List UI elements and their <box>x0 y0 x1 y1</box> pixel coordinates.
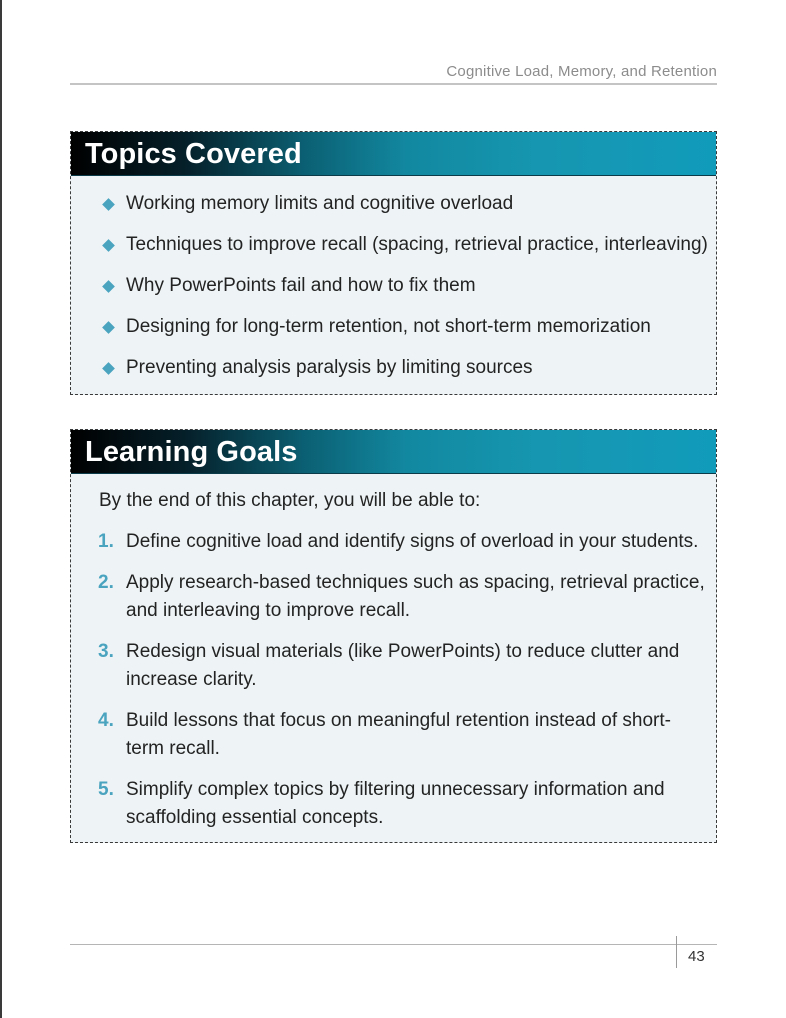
list-item <box>71 191 716 232</box>
goal-text: Apply research-based techniques such as spacing, retrieval practice, and interleaving to improve recall. <box>126 572 705 621</box>
list-item <box>71 314 716 355</box>
topic-text: Preventing analysis paralysis by limiting sources <box>126 357 533 378</box>
running-header: Cognitive Load, Memory, and Retention <box>70 64 717 85</box>
list-item <box>71 776 716 832</box>
goal-number: 3. <box>98 641 114 662</box>
topic-text: Working memory limits and cognitive overload <box>126 193 514 214</box>
topic-text: Designing for long-term retention, not short-term memorization <box>126 316 651 337</box>
goal-text: Simplify complex topics by filtering unnecessary information and scaffolding essential concepts. <box>126 779 665 828</box>
topics-list <box>71 176 716 396</box>
goal-text: Define cognitive load and identify signs of overload in your students. <box>126 531 699 552</box>
list-item <box>71 569 716 625</box>
footer-rule <box>70 944 717 945</box>
topics-covered-title: Topics Covered <box>71 132 716 176</box>
diamond-bullet-icon <box>102 198 115 211</box>
learning-goals-title: Learning Goals <box>71 430 716 474</box>
diamond-bullet-icon <box>102 280 115 293</box>
goal-number: 2. <box>98 572 114 593</box>
goal-number: 4. <box>98 710 114 731</box>
topics-covered-box <box>70 131 717 395</box>
list-item <box>71 355 716 396</box>
goal-number: 5. <box>98 779 114 800</box>
footer-divider <box>676 936 677 968</box>
topic-text: Techniques to improve recall (spacing, retrieval practice, interleaving) <box>126 234 708 255</box>
learning-goals-box <box>70 429 717 843</box>
list-item <box>71 273 716 314</box>
list-item <box>71 232 716 273</box>
diamond-bullet-icon <box>102 239 115 252</box>
diamond-bullet-icon <box>102 321 115 334</box>
goal-number: 1. <box>98 531 114 552</box>
page-edge-rule <box>0 0 2 1018</box>
learning-goals-intro: By the end of this chapter, you will be able to: <box>99 490 481 511</box>
list-item <box>71 638 716 694</box>
goal-text: Redesign visual materials (like PowerPoints) to reduce clutter and increase clarity. <box>126 641 680 690</box>
list-item <box>71 528 716 556</box>
list-item <box>71 707 716 763</box>
topic-text: Why PowerPoints fail and how to fix them <box>126 275 476 296</box>
page-number: 43 <box>688 948 705 965</box>
learning-goals-list <box>71 528 716 832</box>
goal-text: Build lessons that focus on meaningful retention instead of short-term recall. <box>126 710 671 759</box>
diamond-bullet-icon <box>102 362 115 375</box>
